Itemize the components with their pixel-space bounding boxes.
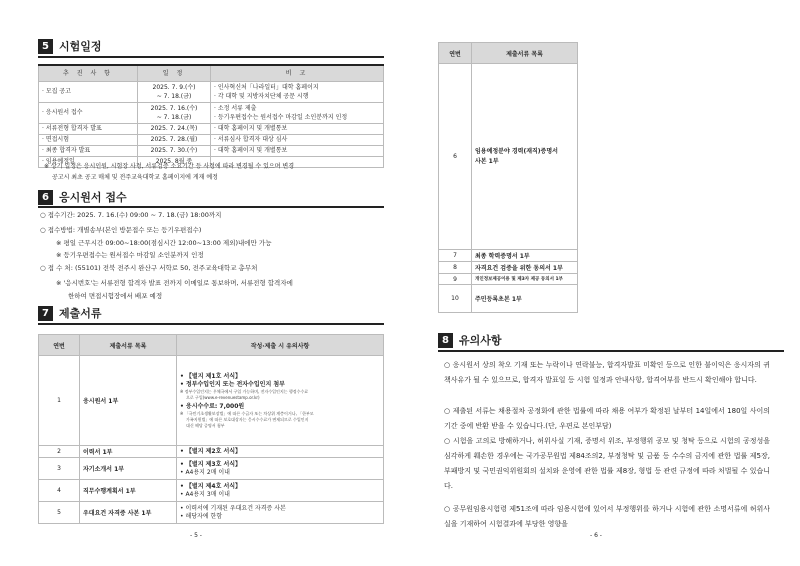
doc-notes: [177, 458, 384, 480]
doc-number: 4: [39, 480, 80, 502]
table-row: [439, 64, 578, 250]
section-8-header: [438, 332, 502, 348]
application-note-hours: ※ 평일 근무시간 09:00~18:00(점심시간 12:00~13:00 제외)내에만 가능: [56, 239, 272, 247]
schedule-item: · 최종 합격자 발표: [39, 145, 138, 156]
doc-number: 6: [439, 64, 472, 250]
section-number: 8: [438, 333, 453, 348]
precaution-4: ○ 공무원임용시험령 제51조에 따라 임용시험에 있어서 부정행위를 하거나 시험에 관한 소명서류에 허위사실을 기재하여 시험결과에 부당한 영향을: [444, 505, 770, 528]
doc-subnote: 가족지원법」에 따른 보호대상자는 응시수수료가 면제되므로 수입인지: [186, 416, 309, 422]
documents-header-doc: 제출서류 목록: [80, 335, 177, 356]
schedule-note: · 소정 서류 제출 · 등기우편접수는 원서접수 마감일 소인분까지 인정: [211, 102, 384, 123]
doc-name: 이력서 1부: [80, 446, 177, 458]
section-rule: [38, 206, 384, 208]
schedule-note: · 서류심사 합격자 대상 심사: [211, 134, 384, 145]
schedule-date: 2025. 7. 24.(목): [138, 123, 211, 134]
table-row: [39, 81, 384, 102]
application-note-mail: ※ 등기우편접수는 원서접수 마감일 소인분까지 인정: [56, 251, 204, 259]
doc-number: 3: [39, 458, 80, 480]
schedule-header-item: 추 진 사 항: [39, 65, 138, 81]
doc-note: • 해당자에 한함: [180, 512, 223, 520]
page-number: - 5 -: [190, 532, 202, 539]
documents-header-note: 작성·제출 시 유의사항: [177, 335, 384, 356]
schedule-footnote-2: 공고시 최초 공고 매체 및 전주교육대학교 홈페이지에 게재 예정: [52, 174, 218, 181]
doc-name: 최종 학력증명서 1부: [472, 250, 578, 262]
documents-table: [38, 334, 384, 524]
section-number: 5: [38, 39, 53, 54]
section-6-header: [38, 189, 127, 205]
schedule-item: · 응시원서 접수: [39, 102, 138, 123]
doc-subnote: 으로 구입(www.e-revenuestamp.or.kr): [186, 394, 260, 400]
doc-note: • 응시수수료: 7,000원: [180, 402, 245, 410]
documents-header-doc: 제출서류 목록: [472, 43, 578, 64]
application-note-number-cont: 한하여 면접시험장에서 배포 예정: [68, 292, 163, 300]
table-row: [39, 458, 384, 480]
table-row: [39, 502, 384, 524]
table-row: [439, 274, 578, 285]
precaution-1: ○ 응시원서 상의 착오 기재 또는 누락이나 연락불능, 합격자발표 미확인 등으로 인한 불이익은 응시자의 귀책사유가 될 수 있으므로, 합격자 발표일 등 시험 일정과 안내사항, 합격여부를 반드시 확인해야 합니다.: [444, 361, 770, 384]
doc-notes: [177, 356, 384, 446]
section-rule: [38, 56, 384, 58]
doc-number: 2: [39, 446, 80, 458]
schedule-header-date: 일 정: [138, 65, 211, 81]
section-7-header: [38, 305, 102, 321]
doc-subnote: 대신 해당 증명서 첨부: [186, 422, 225, 428]
schedule-note: · 대학 홈페이지 및 개별통보: [211, 123, 384, 134]
schedule-note: · 대학 홈페이지 및 개별통보: [211, 145, 384, 156]
doc-name: 자격요건 검증을 위한 동의서 1부: [472, 262, 578, 274]
precaution-3: ○ 시험을 고의로 방해하거나, 허위사실 기재, 증명서 위조, 부정행위 공모 및 청탁 등으로 시험의 공정성을 심각하게 훼손한 경우에는 국가공무원법 제84조의2, 부정청탁 및 금품 등 수수의 금지에 관한 법률 제5장, 부패방지 및 국민권익위원회의 설치와 운영에 관한 법률 제8장, 형법 등 관련 규정에 따라 처벌될 수 있습니다.: [444, 437, 770, 490]
table-row: [439, 262, 578, 274]
section-title: 시험일정: [59, 40, 102, 53]
doc-number: 8: [439, 262, 472, 274]
doc-notes: [177, 480, 384, 502]
table-row: [39, 446, 384, 458]
table-row: [39, 102, 384, 123]
table-row: [39, 356, 384, 446]
schedule-date: 2025. 7. 16.(수) ~ 7. 18.(금): [138, 102, 211, 123]
doc-note: • 【별지 제3호 서식】: [180, 460, 242, 468]
schedule-date: 2025. 7. 30.(수): [138, 145, 211, 156]
doc-notes: [177, 446, 384, 458]
schedule-item: · 서류전형 합격자 발표: [39, 123, 138, 134]
doc-name: 응시원서 1부: [80, 356, 177, 446]
schedule-date: 2025. 7. 28.(월): [138, 134, 211, 145]
doc-notes: [177, 502, 384, 524]
right-page: [400, 0, 800, 566]
doc-name: 직무수행계획서 1부: [80, 480, 177, 502]
section-title: 제출서류: [59, 307, 102, 320]
application-method: ○ 접수방법: 개별송부(본인 방문접수 또는 등기우편접수): [40, 226, 202, 234]
doc-note: • A4용지 3매 이내: [180, 490, 230, 498]
doc-name: 자기소개서 1부: [80, 458, 177, 480]
application-note-number: ※ '응시번호'는 서류전형 합격자 발표 전까지 이메일로 통보하며, 서류전형 합격자에: [56, 279, 293, 287]
documents-header-no: 연번: [439, 43, 472, 64]
table-row: [39, 480, 384, 502]
schedule-table: [38, 64, 384, 168]
doc-name: 주민등록초본 1부: [472, 285, 578, 313]
doc-note: • 【별지 제2호 서식】: [180, 447, 242, 455]
schedule-date: 2025. 7. 9.(수) ~ 7. 18.(금): [138, 81, 211, 102]
schedule-date: 2025. 8월 중: [138, 156, 211, 167]
schedule-footnote-1: ※ 상기 일정은 응시인원, 시험장 사정, 서류검증 소요기간 등 사정에 따라 변경될 수 있으며 변경: [44, 163, 294, 170]
doc-note: • A4용지 2매 이내: [180, 468, 230, 476]
documents-header-no: 연번: [39, 335, 80, 356]
section-title: 유의사항: [459, 334, 502, 347]
table-row: [39, 123, 384, 134]
doc-number: 7: [439, 250, 472, 262]
schedule-header-note: 비 고: [211, 65, 384, 81]
section-number: 6: [38, 190, 53, 205]
schedule-item: · 모집 공고: [39, 81, 138, 102]
doc-name: 개인정보제공이용 및 제3자 제공 동의서 1부: [472, 274, 578, 285]
application-address: ○ 접 수 처: (55101) 전북 전주시 완산구 서학로 50, 전주교육대학교 총무처: [40, 264, 258, 272]
page-number: - 6 -: [590, 532, 602, 539]
doc-note: • 이력서에 기재된 우대요건 자격증 사본: [180, 504, 286, 512]
schedule-item: · 임용예정일: [39, 156, 138, 167]
doc-note: • 【별지 제1호 서식】: [180, 372, 242, 380]
doc-name: 우대요건 자격증 사본 1부: [80, 502, 177, 524]
table-row: [39, 134, 384, 145]
section-rule: [38, 323, 384, 325]
section-title: 응시원서 접수: [59, 191, 127, 204]
table-row: [439, 285, 578, 313]
precaution-2: ○ 제출된 서류는 채용절차 공정화에 관한 법률에 따라 채용 여부가 확정된 날부터 14일에서 180일 사이의 기간 중에 반환 받을 수 있습니다.(단, 우편로 본인부담): [444, 407, 770, 430]
documents-table-continued: [438, 42, 578, 313]
application-period: ○ 접수기간: 2025. 7. 16.(수) 09:00 ~ 7. 18.(금) 18:00까지: [40, 211, 222, 219]
table-row: [39, 145, 384, 156]
section-5-header: [38, 38, 102, 54]
doc-note: • 정부수입인지 또는 전자수입인지 첨부: [180, 380, 285, 388]
doc-subnote: ※ 「국민기초생활보장법」에 따른 수급자 또는 차상위 계층이거나, 「한부모: [180, 410, 314, 416]
schedule-item: · 면접시험: [39, 134, 138, 145]
table-row: [439, 250, 578, 262]
doc-number: 10: [439, 285, 472, 313]
section-number: 7: [38, 306, 53, 321]
schedule-note: · 인사혁신처「나라일터」대학 홈페이지 · 각 대학 및 지방자치단체 공문 시행: [211, 81, 384, 102]
doc-subnote: ※ 정부수입인지는 우체국에서 구입 가능하며, 전자수입인지는 행정수수료: [180, 388, 309, 394]
section-rule: [438, 350, 784, 352]
doc-note: • 【별지 제4호 서식】: [180, 482, 242, 490]
doc-number: 9: [439, 274, 472, 285]
doc-name: 임용예정분야 경력(재직)증명서 사본 1부: [472, 64, 578, 250]
doc-number: 5: [39, 502, 80, 524]
doc-number: 1: [39, 356, 80, 446]
